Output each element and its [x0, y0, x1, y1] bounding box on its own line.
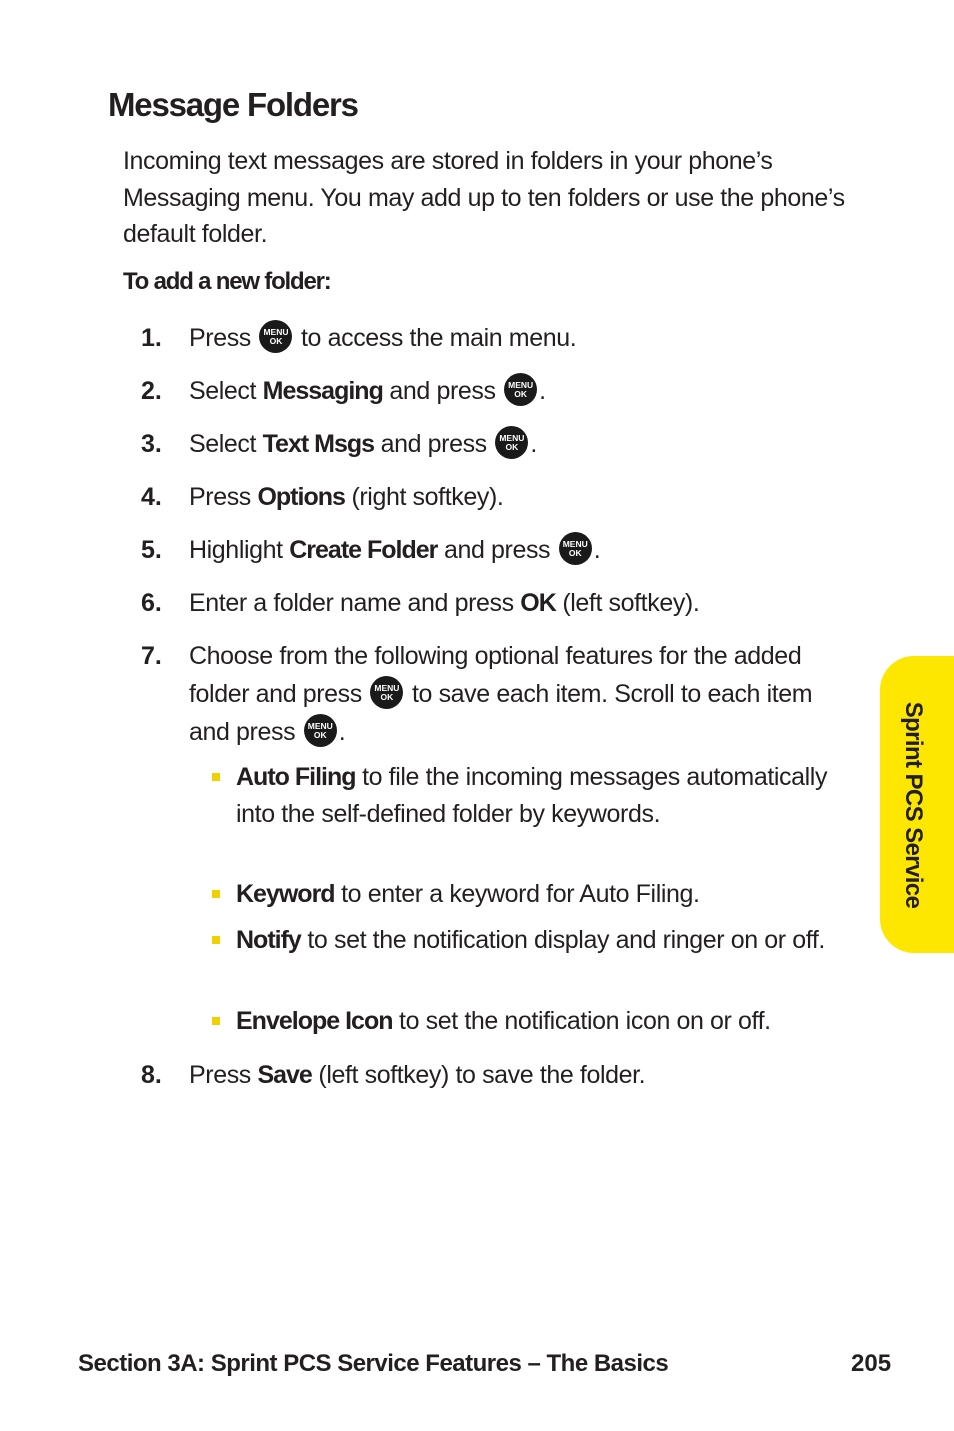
step-text: and press — [380, 430, 487, 458]
step-number: 7. — [141, 642, 162, 670]
feature-description: to enter a keyword for Auto Filing. — [341, 880, 700, 908]
feature-name: Keyword — [236, 880, 335, 908]
step-text: (right softkey). — [351, 483, 504, 511]
step-text: Choose from the following optional features for the added folder and press — [189, 642, 802, 708]
feature-name: Envelope Icon — [236, 1007, 393, 1035]
softkey-options: Options — [257, 483, 345, 511]
feature-description: to set the notification icon on or off. — [399, 1007, 771, 1035]
step-number: 3. — [141, 430, 162, 458]
footer-page-number: 205 — [851, 1350, 892, 1377]
step-number: 2. — [141, 377, 162, 405]
step-text: . — [539, 377, 546, 405]
step-number: 8. — [141, 1061, 162, 1089]
menu-ok-key-icon: MENU OK — [259, 320, 292, 353]
step-text: . — [530, 430, 537, 458]
menu-ok-key-icon: MENU OK — [559, 532, 592, 565]
step-text: Press — [189, 483, 251, 511]
step-text: . — [593, 536, 601, 564]
menu-ok-key-icon: MENU OK — [304, 714, 337, 747]
step-text: to access the main menu. — [301, 324, 577, 352]
softkey-save: Save — [257, 1061, 312, 1089]
step-text: Press — [189, 1061, 251, 1089]
bullet-square-icon — [212, 1017, 220, 1025]
feature-name: Auto Filing — [236, 763, 356, 791]
step-text: Enter a folder name and press — [189, 589, 514, 617]
intro-paragraph: Incoming text messages are stored in folders in your phone’s Messaging menu. You may add up to ten folders or use the phone’s default folder. — [123, 147, 845, 248]
footer-section-title: Section 3A: Sprint PCS Service Features – The Basics — [78, 1350, 669, 1377]
step-text: Highlight — [189, 536, 283, 564]
step-text: . — [338, 718, 346, 746]
step-number: 5. — [141, 536, 162, 564]
step-text: Select — [189, 377, 257, 405]
step-text: and press — [389, 377, 496, 405]
bullet-square-icon — [212, 773, 220, 781]
step-text: (left softkey) to save the folder. — [318, 1061, 646, 1089]
feature-description: to file the incoming messages automatically into the self-defined folder by keywords. — [236, 763, 828, 828]
menu-ok-key-icon: MENU OK — [370, 676, 403, 709]
menu-ok-key-icon: MENU OK — [495, 426, 528, 459]
menu-option-create-folder: Create Folder — [289, 536, 438, 564]
menu-ok-key-icon: MENU OK — [504, 373, 537, 406]
softkey-ok: OK — [520, 589, 556, 617]
procedure-heading: To add a new folder: — [123, 268, 331, 295]
step-text: to save each item. Scroll to each item and press — [189, 680, 813, 746]
step-text: and press — [443, 536, 551, 564]
feature-name: Notify — [236, 926, 301, 954]
section-side-tab-label: Sprint PCS Service — [900, 701, 927, 909]
step-text: (left softkey). — [562, 589, 700, 617]
step-number: 1. — [141, 324, 162, 352]
feature-description: to set the notification display and ringer on or off. — [307, 926, 825, 954]
bullet-square-icon — [212, 890, 220, 898]
step-text: Select — [189, 430, 257, 458]
bullet-square-icon — [212, 936, 220, 944]
page-title: Message Folders — [108, 86, 358, 123]
step-number: 6. — [141, 589, 162, 617]
menu-option-text-msgs: Text Msgs — [262, 430, 375, 458]
step-number: 4. — [141, 483, 162, 511]
step-text: Press — [189, 324, 251, 352]
menu-option-messaging: Messaging — [262, 377, 383, 405]
